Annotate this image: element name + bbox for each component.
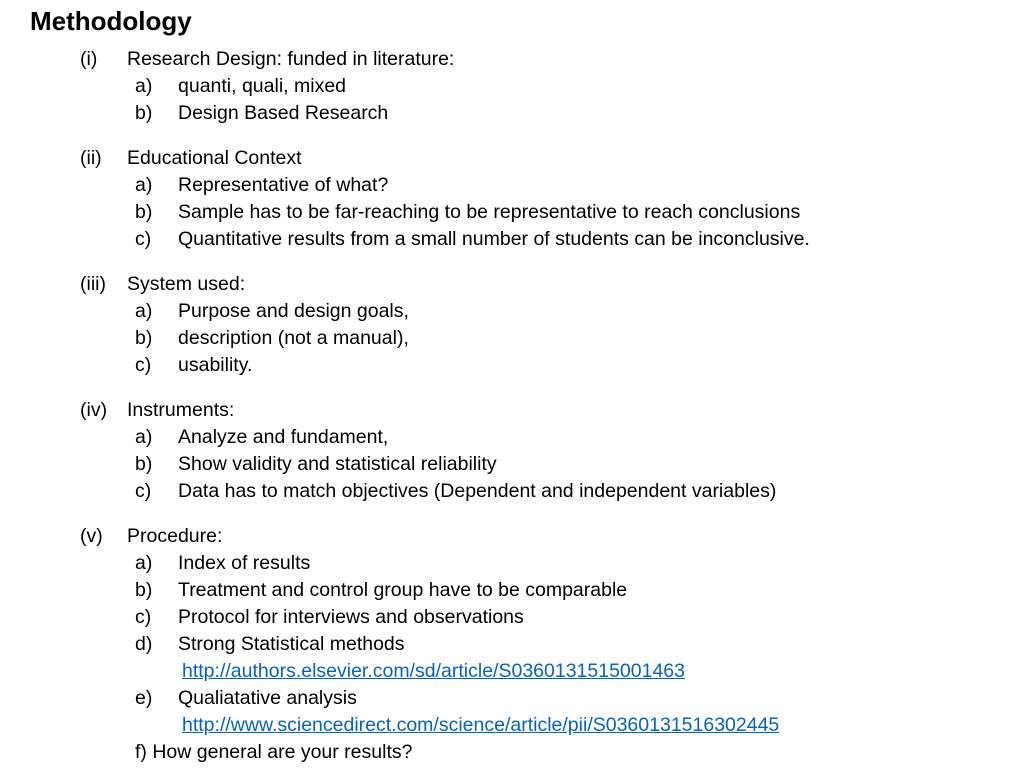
outline-item [0, 298, 1024, 325]
elsevier-article-link[interactable]: http://authors.elsevier.com/sd/article/S0360131515001463 [182, 660, 686, 682]
item-letter: c) [135, 228, 152, 250]
heading-label: Research Design: funded in literature: [127, 48, 455, 70]
item-text: Index of results [178, 552, 311, 574]
item-text: Analyze and fundament, [178, 426, 389, 448]
item-letter: a) [135, 300, 153, 322]
outline-item [0, 478, 1024, 505]
outline-item [0, 199, 1024, 226]
section-educational-context [0, 145, 1024, 253]
item-letter: c) [135, 480, 152, 502]
item-letter: b) [135, 327, 153, 349]
item-text: usability. [178, 354, 253, 376]
outline-item [0, 325, 1024, 352]
item-f-text: f) How general are your results? [135, 741, 413, 763]
heading-label: Instruments: [127, 399, 235, 421]
outline-item-f [0, 739, 1024, 766]
section-system-used [0, 271, 1024, 379]
outline-heading [0, 46, 1024, 73]
heading-label: System used: [127, 273, 246, 295]
heading-numeral: (iv) [80, 399, 108, 421]
item-text: quanti, quali, mixed [178, 75, 347, 97]
outline-heading [0, 523, 1024, 550]
item-letter: b) [135, 453, 153, 475]
item-letter: e) [135, 687, 153, 709]
item-letter: c) [135, 606, 152, 628]
item-text: Representative of what? [178, 174, 389, 196]
item-text: Qualiatative analysis [178, 687, 357, 709]
item-letter: b) [135, 579, 153, 601]
page-title: Methodology [30, 6, 192, 36]
item-letter: a) [135, 174, 153, 196]
heading-numeral: (ii) [80, 147, 102, 169]
heading-numeral: (i) [80, 48, 98, 70]
item-text: Purpose and design goals, [178, 300, 409, 322]
outline-item [0, 352, 1024, 379]
heading-label: Educational Context [127, 147, 302, 169]
section-instruments [0, 397, 1024, 505]
outline-heading [0, 271, 1024, 298]
outline-heading [0, 145, 1024, 172]
outline-item [0, 172, 1024, 199]
item-letter: d) [135, 633, 153, 655]
item-letter: a) [135, 75, 153, 97]
item-text: Strong Statistical methods [178, 633, 405, 655]
item-text: Quantitative results from a small number of students can be inconclusive. [178, 228, 810, 250]
outline-item [0, 550, 1024, 577]
outline-item [0, 631, 1024, 658]
link-row [0, 658, 1024, 685]
item-letter: a) [135, 426, 153, 448]
section-procedure [0, 523, 1024, 766]
item-text: Show validity and statistical reliability [178, 453, 497, 475]
outline-item [0, 424, 1024, 451]
item-text: Treatment and control group have to be comparable [178, 579, 628, 601]
item-letter: c) [135, 354, 152, 376]
item-text: Data has to match objectives (Dependent and independent variables) [178, 480, 777, 502]
outline-item [0, 73, 1024, 100]
outline-item [0, 604, 1024, 631]
item-text: description (not a manual), [178, 327, 409, 349]
item-text: Sample has to be far-reaching to be representative to reach conclusions [178, 201, 801, 223]
item-text: Protocol for interviews and observations [178, 606, 524, 628]
heading-label: Procedure: [127, 525, 223, 547]
item-letter: b) [135, 201, 153, 223]
outline-heading [0, 397, 1024, 424]
section-research-design [0, 46, 1024, 127]
link-row [0, 712, 1024, 739]
item-letter: a) [135, 552, 153, 574]
heading-numeral: (iii) [80, 273, 106, 295]
outline-item [0, 577, 1024, 604]
outline-item [0, 685, 1024, 712]
item-letter: b) [135, 102, 153, 124]
outline-item [0, 451, 1024, 478]
sciencedirect-article-link[interactable]: http://www.sciencedirect.com/science/article/pii/S0360131516302445 [182, 714, 780, 736]
heading-numeral: (v) [80, 525, 103, 547]
outline-item [0, 226, 1024, 253]
item-text: Design Based Research [178, 102, 389, 124]
outline-item [0, 100, 1024, 127]
